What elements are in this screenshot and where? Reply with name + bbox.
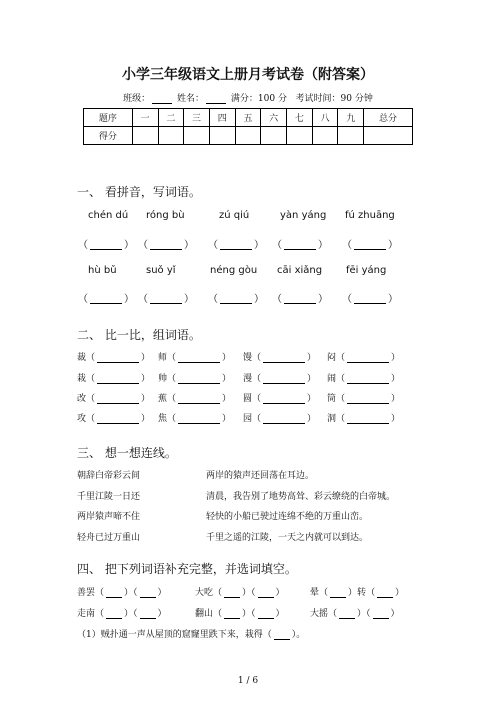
question-1-end: ）。 bbox=[291, 630, 306, 640]
score-cell[interactable] bbox=[209, 127, 235, 145]
match-right-item[interactable]: 清晨，我告别了地势高耸、彩云缭绕的白帝城。 bbox=[206, 492, 396, 502]
compare-item[interactable]: 馒（ ） bbox=[243, 353, 317, 363]
pinyin-item: yàn yáng bbox=[280, 210, 327, 221]
question-1 bbox=[77, 627, 305, 640]
score-header-cell: 六 bbox=[261, 109, 287, 127]
compare-char: 闹 bbox=[327, 374, 337, 384]
idiom-prefix: 大吃 bbox=[195, 588, 214, 598]
compare-char: 闷 bbox=[327, 353, 337, 363]
idiom-fill[interactable]: 晕（ ）转（ ） bbox=[310, 588, 405, 598]
compare-item[interactable]: 筒（ ） bbox=[327, 394, 401, 404]
exam-info bbox=[0, 91, 496, 104]
idiom-middle: 转 bbox=[357, 588, 367, 598]
compare-char: 园 bbox=[243, 414, 253, 424]
compare-char: 师 bbox=[158, 353, 168, 363]
idiom-prefix: 善罢 bbox=[77, 588, 96, 598]
section-3-heading: 三、 想一想连线。 bbox=[77, 446, 177, 460]
compare-char: 攻 bbox=[77, 414, 87, 424]
compare-item[interactable]: 圆（ ） bbox=[243, 394, 317, 404]
score-value-row bbox=[84, 127, 413, 145]
score-cell[interactable] bbox=[338, 127, 364, 145]
compare-item[interactable]: 栽（ ） bbox=[77, 374, 151, 384]
pinyin-item: róng bù bbox=[146, 210, 185, 221]
match-right-item[interactable]: 轻快的小船已驶过连绵不绝的万重山峦。 bbox=[206, 512, 369, 522]
compare-char: 蕉 bbox=[158, 394, 168, 404]
name-label: 姓名： bbox=[177, 94, 205, 104]
score-header-row bbox=[84, 109, 413, 127]
compare-char: 馒 bbox=[243, 353, 253, 363]
compare-item[interactable]: 洞（ ） bbox=[327, 414, 401, 424]
score-cell[interactable] bbox=[132, 127, 158, 145]
answer-bracket[interactable]: （ ） bbox=[138, 240, 194, 251]
answer-bracket[interactable]: （ ） bbox=[342, 294, 398, 305]
idiom-fill[interactable]: 大摇（ ）（ ） bbox=[310, 609, 400, 619]
compare-item[interactable]: 漫（ ） bbox=[243, 374, 317, 384]
score-header-cell: 总分 bbox=[364, 109, 413, 127]
score-header-cell: 三 bbox=[184, 109, 210, 127]
score-cell[interactable] bbox=[184, 127, 210, 145]
answer-bracket[interactable]: （ ） bbox=[208, 294, 264, 305]
answer-bracket[interactable]: （ ） bbox=[208, 240, 264, 251]
score-header-cell: 题序 bbox=[84, 109, 133, 127]
name-blank[interactable] bbox=[206, 94, 226, 104]
compare-char: 洞 bbox=[327, 414, 337, 424]
compare-item[interactable]: 帅（ ） bbox=[158, 374, 232, 384]
score-cell[interactable] bbox=[312, 127, 338, 145]
score-header-cell: 一 bbox=[132, 109, 158, 127]
answer-bracket[interactable]: （ ） bbox=[272, 294, 328, 305]
match-right-item[interactable]: 千里之遥的江陵，一天之内就可以到达。 bbox=[206, 533, 369, 543]
score-cell[interactable] bbox=[235, 127, 261, 145]
compare-item[interactable]: 闷（ ） bbox=[327, 353, 401, 363]
class-blank[interactable] bbox=[152, 94, 172, 104]
compare-char: 漫 bbox=[243, 374, 253, 384]
idiom-fill[interactable]: 走南（ ）（ ） bbox=[77, 609, 167, 619]
section-1-heading: 一、 看拼音，写词语。 bbox=[77, 185, 201, 199]
compare-char: 焦 bbox=[158, 414, 168, 424]
score-header-cell: 九 bbox=[338, 109, 364, 127]
compare-item[interactable]: 园（ ） bbox=[243, 414, 317, 424]
compare-item[interactable]: 师（ ） bbox=[158, 353, 232, 363]
score-table bbox=[83, 108, 413, 145]
section-2-heading: 二、 比一比，组词语。 bbox=[77, 328, 201, 342]
pinyin-item: fēi yáng bbox=[346, 265, 387, 276]
pinyin-item: suǒ yǐ bbox=[146, 265, 176, 276]
pinyin-item: zú qiú bbox=[219, 210, 250, 221]
page-number: 1 / 6 bbox=[237, 676, 259, 686]
pinyin-item: chén dú bbox=[88, 210, 129, 221]
idiom-prefix: 翻山 bbox=[195, 609, 214, 619]
exam-time: 考试时间：90 分钟 bbox=[295, 94, 373, 104]
match-right-item[interactable]: 两岸的猿声还回荡在耳边。 bbox=[206, 471, 315, 481]
answer-bracket[interactable]: （ ） bbox=[78, 240, 134, 251]
score-row-label: 得分 bbox=[84, 127, 133, 145]
score-cell[interactable] bbox=[287, 127, 313, 145]
score-header-cell: 五 bbox=[235, 109, 261, 127]
compare-item[interactable]: 蕉（ ） bbox=[158, 394, 232, 404]
answer-bracket[interactable]: （ ） bbox=[272, 240, 328, 251]
score-cell[interactable] bbox=[158, 127, 184, 145]
idiom-fill[interactable]: 善罢（ ）（ ） bbox=[77, 588, 167, 598]
compare-char: 栽 bbox=[77, 374, 87, 384]
answer-bracket[interactable]: （ ） bbox=[78, 294, 134, 305]
match-left-item[interactable]: 朝辞白帝彩云间 bbox=[77, 471, 141, 481]
section-4-heading: 四、 把下列词语补充完整，并选词填空。 bbox=[77, 562, 297, 576]
compare-item[interactable]: 攻（ ） bbox=[77, 414, 151, 424]
compare-item[interactable]: 裁（ ） bbox=[77, 353, 151, 363]
pinyin-item: néng gòu bbox=[210, 265, 258, 276]
pinyin-item: hù bǔ bbox=[88, 265, 117, 276]
compare-item[interactable]: 焦（ ） bbox=[158, 414, 232, 424]
compare-item[interactable]: 改（ ） bbox=[77, 394, 151, 404]
pinyin-item: cāi xiǎng bbox=[277, 265, 323, 276]
compare-char: 圆 bbox=[243, 394, 253, 404]
page-title: 小学三年级语文上册月考试卷（附答案） bbox=[122, 67, 374, 83]
idiom-fill[interactable]: 翻山（ ）（ ） bbox=[195, 609, 285, 619]
idiom-prefix: 走南 bbox=[77, 609, 96, 619]
match-left-item[interactable]: 两岸猿声啼不住 bbox=[77, 512, 141, 522]
compare-char: 筒 bbox=[327, 394, 337, 404]
compare-item[interactable]: 闹（ ） bbox=[327, 374, 401, 384]
compare-char: 改 bbox=[77, 394, 87, 404]
pinyin-item: fú zhuāng bbox=[345, 210, 395, 221]
score-header-cell: 二 bbox=[158, 109, 184, 127]
score-cell[interactable] bbox=[261, 127, 287, 145]
idiom-prefix: 晕 bbox=[310, 588, 320, 598]
answer-bracket[interactable]: （ ） bbox=[342, 240, 398, 251]
question-1-blank[interactable] bbox=[274, 630, 290, 640]
score-header-cell: 八 bbox=[312, 109, 338, 127]
match-left-item[interactable]: 千里江陵一日还 bbox=[77, 492, 141, 502]
idiom-prefix: 大摇 bbox=[310, 609, 329, 619]
match-left-item[interactable]: 轻舟已过万重山 bbox=[77, 533, 141, 543]
class-label: 班级： bbox=[123, 94, 151, 104]
full-score: 满分：100 分 bbox=[230, 94, 287, 104]
idiom-fill[interactable]: 大吃（ ）（ ） bbox=[195, 588, 285, 598]
compare-char: 裁 bbox=[77, 353, 87, 363]
score-header-cell: 七 bbox=[287, 109, 313, 127]
score-header-cell: 四 bbox=[209, 109, 235, 127]
answer-bracket[interactable]: （ ） bbox=[138, 294, 194, 305]
score-cell[interactable] bbox=[364, 127, 413, 145]
question-1-text: （1）贼扑通一声从屋顶的窟窿里跌下来，栽得（ bbox=[77, 630, 272, 640]
compare-char: 帅 bbox=[158, 374, 168, 384]
